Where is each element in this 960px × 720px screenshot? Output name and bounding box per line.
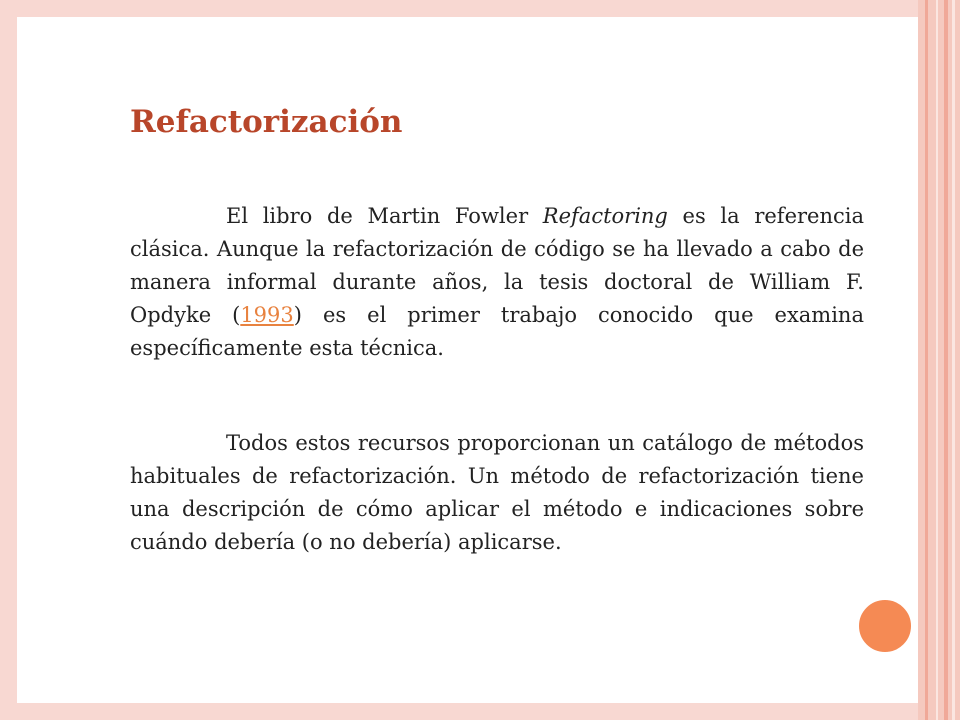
accent-dot <box>855 596 915 656</box>
slide-body <box>130 200 864 559</box>
paragraph-1 <box>130 200 864 365</box>
frame-right-stripe <box>952 0 955 720</box>
book-title: Refactoring <box>542 204 668 228</box>
slide-title: Refactorización <box>130 104 403 140</box>
paragraph-1-text-c: ) es el primer trabajo conocido que examina específicamente esta técnica. <box>130 303 864 360</box>
frame-left-border <box>0 0 17 720</box>
paragraph-2: Todos estos recursos proporcionan un catálogo de métodos habituales de refactorización. Un método de refactorización tiene una descripción de cómo aplicar el método e indicaciones sobre cuándo debería (o no debería) aplicarse. <box>130 431 864 554</box>
frame-bottom-border <box>0 703 960 720</box>
frame-right-stripe <box>925 0 928 720</box>
citation-link-1993[interactable]: 1993 <box>240 303 294 327</box>
paragraph-1-text-a: El libro de Martin Fowler <box>226 204 543 228</box>
frame-top-border <box>0 0 960 17</box>
frame-right-stripe <box>936 0 938 720</box>
paragraph-1-text-b: es la referencia clásica. Aunque la refactorización de código se ha llevado a cabo de manera informal durante años, la tesis doctoral de William F. Opdyke ( <box>130 204 864 327</box>
frame-right-stripe <box>944 0 948 720</box>
